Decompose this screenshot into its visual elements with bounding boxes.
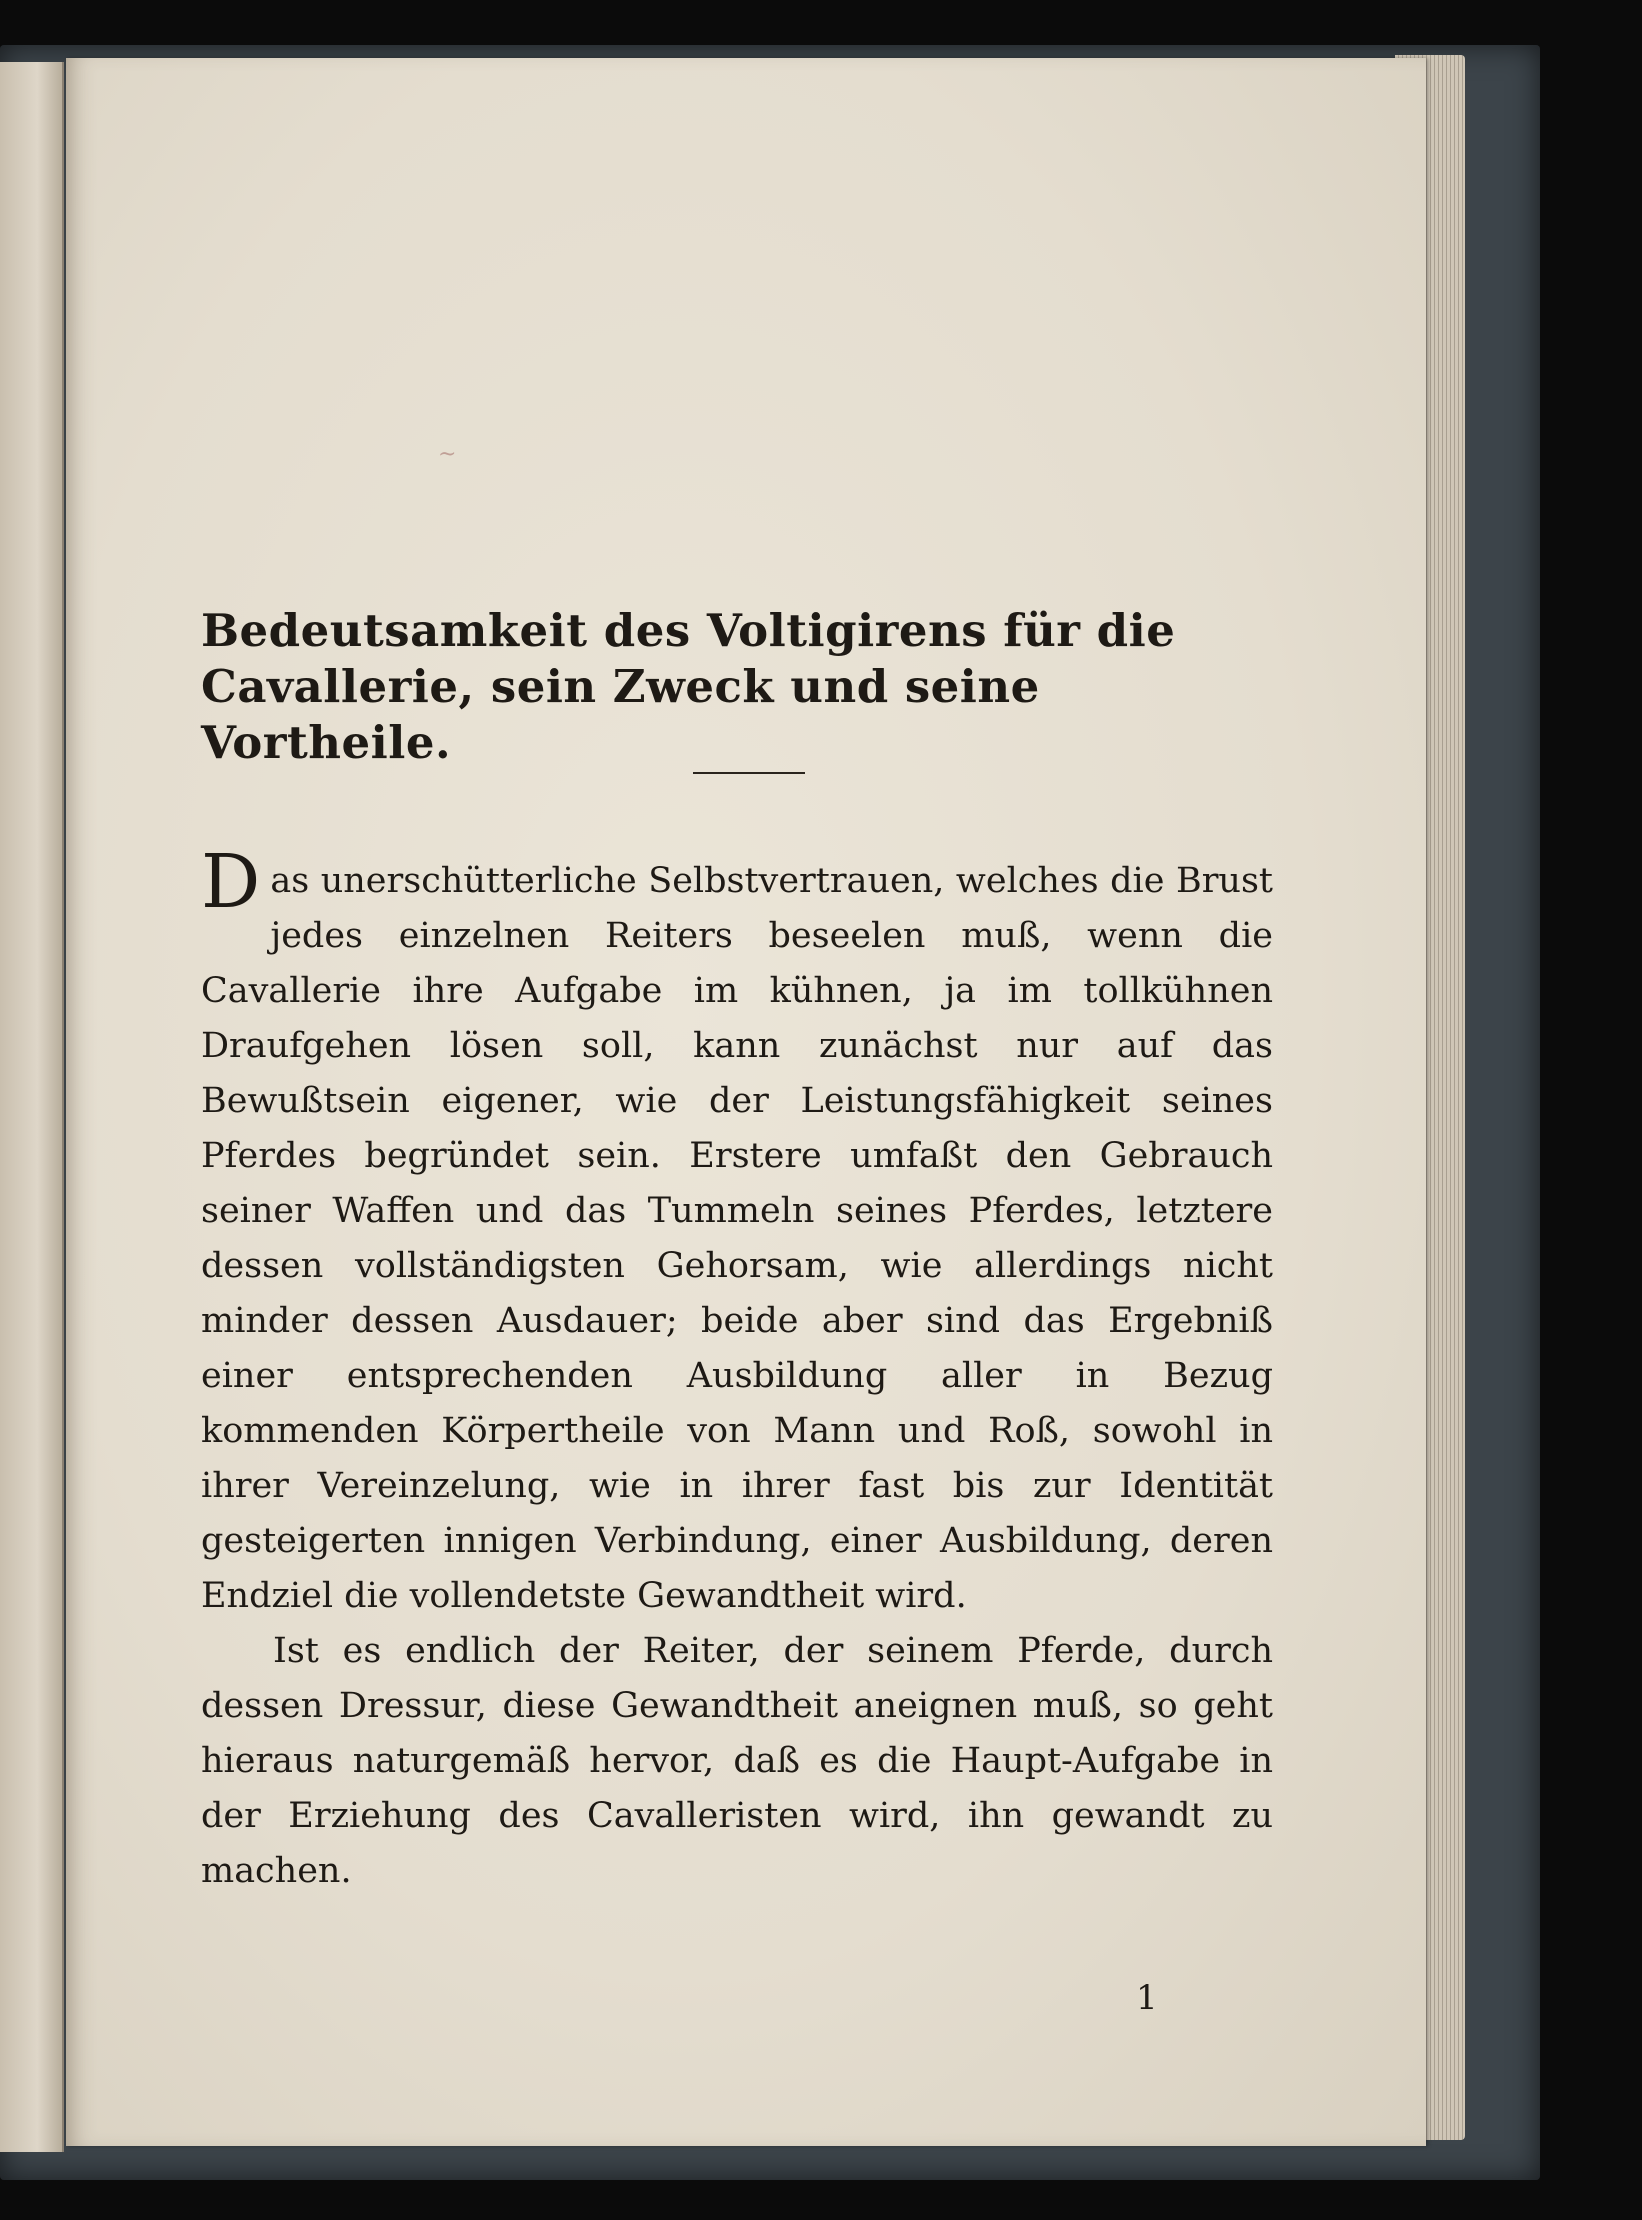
heading-divider [693, 772, 805, 774]
body-text [201, 839, 1273, 1899]
stain-mark: ~ [438, 442, 457, 467]
chapter-heading: Bedeutsamkeit des Voltigirens für die Cavallerie, sein Zweck und seine Vortheile. [201, 604, 1176, 769]
page-number: 1 [1136, 1978, 1158, 2018]
book-page [66, 58, 1426, 2146]
paragraph-1: Das unerschütterliche Selbstvertrauen, welches die Brust jedes einzelnen Reiters beseelen muß, wenn die Cavallerie ihre Aufgabe im kühnen, ja im tollkühnen Draufgehen lösen soll, kann zunächst nur auf das Bewußtsein eigener, wie der Leistungsfähigkeit seines Pferdes begründet sein. Erstere umfaßt den Gebrauch seiner Waffen und das Tummeln seines Pferdes, letztere dessen vollständigsten Gehorsam, wie allerdings nicht minder dessen Ausdauer; beide aber sind das Ergebniß einer entsprechenden Ausbildung aller in Bezug kommenden Körpertheile von Mann und Roß, sowohl in ihrer Vereinzelung, wie in ihrer fast bis zur Identität gesteigerten innigen Verbindung, einer Ausbildung, deren Endziel die vollendetste Gewandtheit wird. [201, 839, 1273, 1616]
paragraph-2: Ist es endlich der Reiter, der seinem Pferde, durch dessen Dressur, diese Gewandtheit aneignen muß, so geht hieraus naturgemäß hervor, daß es die Haupt-Aufgabe in der Erziehung des Cavalleristen wird, ihn gewandt zu machen. [201, 1631, 1273, 1891]
previous-page-edge [0, 62, 64, 2152]
